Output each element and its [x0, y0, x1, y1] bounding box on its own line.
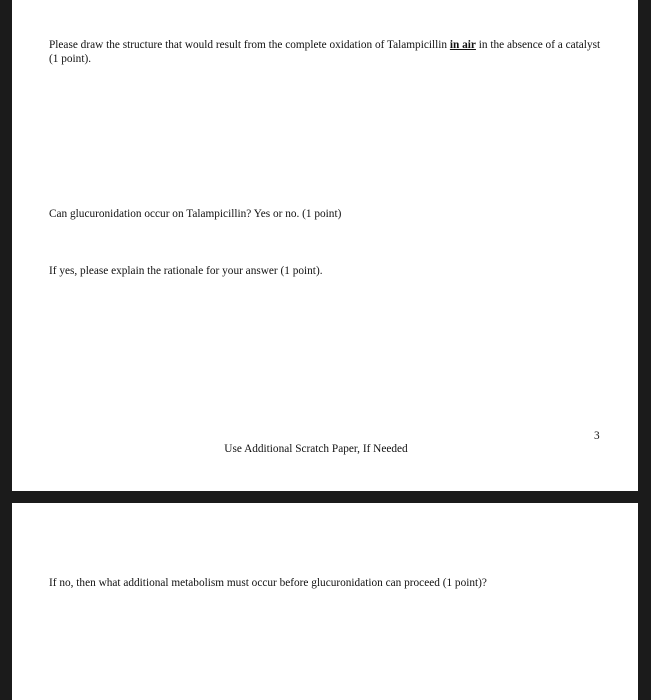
question-oxidation-text-1: Please draw the structure that would result from the complete oxidation of Talampicillin: [49, 39, 450, 51]
footer-note: Use Additional Scratch Paper, If Needed: [224, 443, 408, 455]
document-page-3: [12, 0, 638, 491]
question-glucuronidation: Can glucuronidation occur on Talampicillin? Yes or no. (1 point): [49, 208, 342, 220]
question-oxidation: [49, 38, 609, 66]
question-oxidation-text-2: in the absence of a catalyst (1 point).: [49, 39, 601, 65]
question-oxidation-emphasis: in air: [449, 39, 476, 51]
document-page-4: [12, 503, 638, 700]
question-additional-metabolism: If no, then what additional metabolism must occur before glucuronidation can proceed (1 point)?: [49, 577, 487, 589]
page-number: 3: [594, 430, 600, 442]
question-rationale: If yes, please explain the rationale for your answer (1 point).: [49, 265, 323, 277]
